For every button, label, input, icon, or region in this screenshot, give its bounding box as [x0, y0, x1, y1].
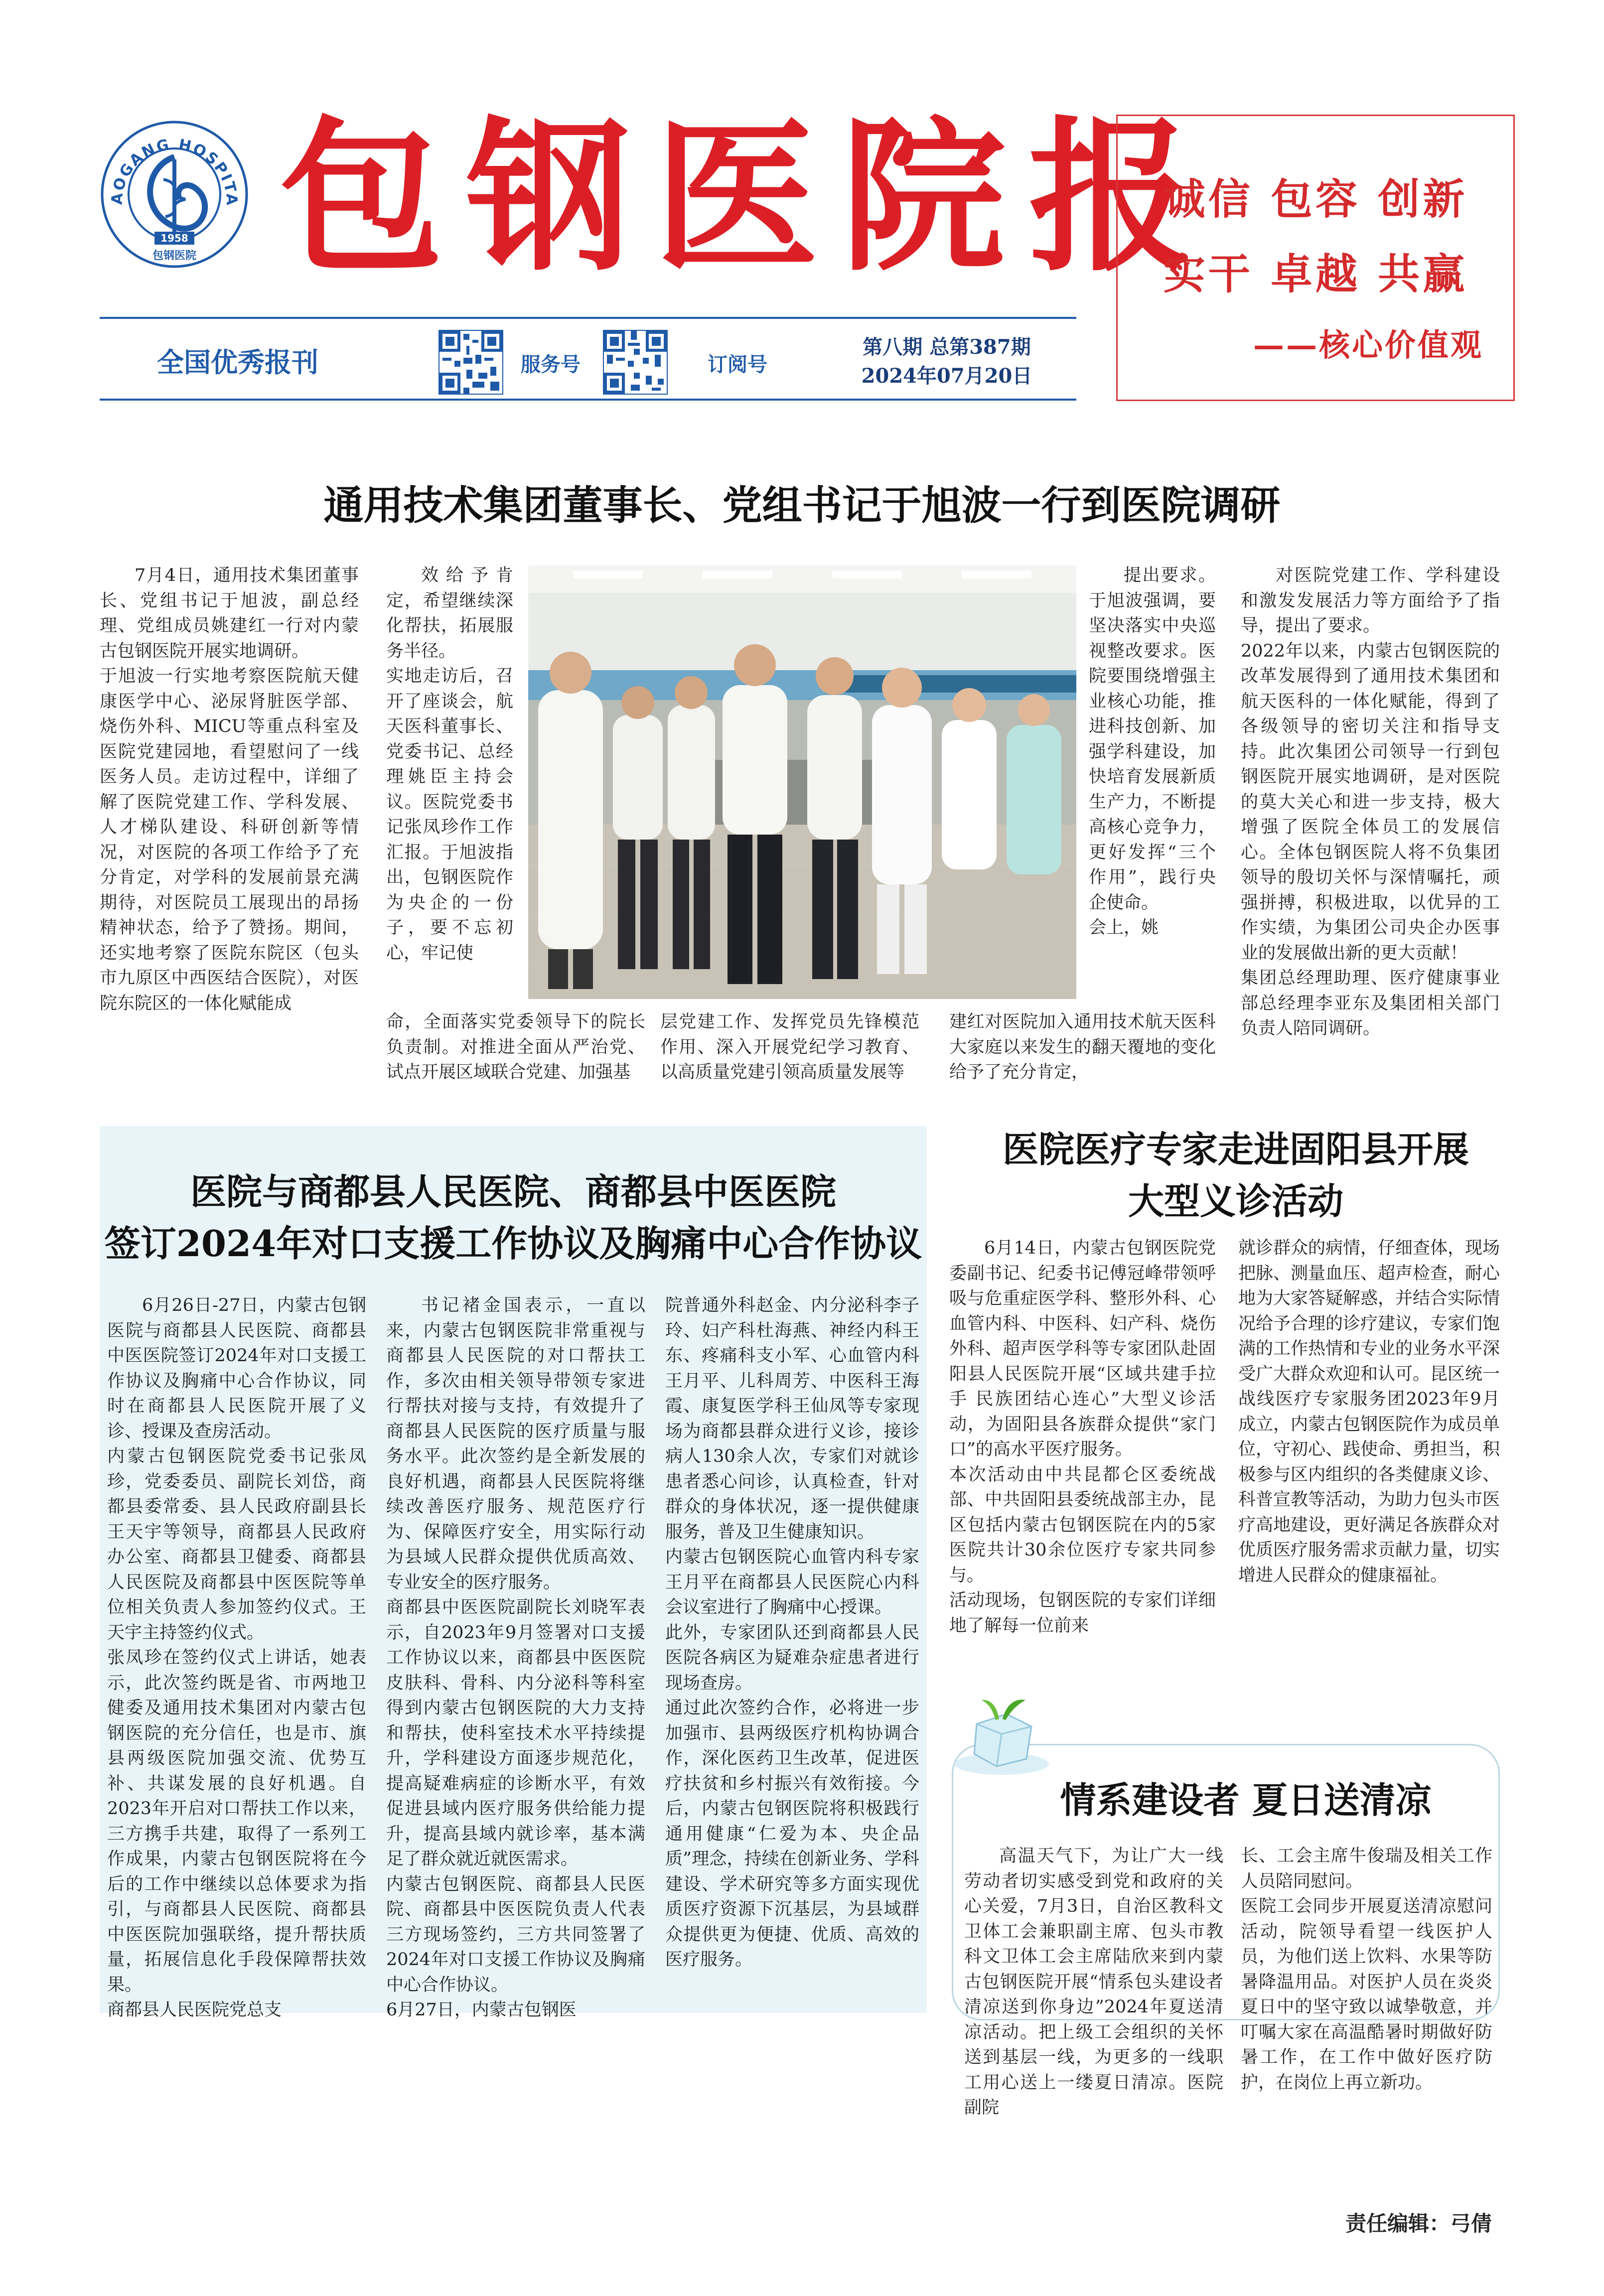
motto-line-2: 实干 卓越 共赢 — [1163, 249, 1468, 298]
editor-credit: 责任编辑：弓倩 — [1345, 2211, 1492, 2236]
qr-subscribe-label: 订阅号 — [708, 353, 767, 376]
article-1-col-4-bottom: 建红对医院加入通用技术航天医科大家庭以来发生的翻天覆地的变化给予了充分肯定， — [949, 1012, 1216, 1082]
issue-date: 2024年07月20日 — [861, 364, 1032, 388]
article-1-col-1: 7月4日，通用技术集团董事长、党组书记于旭波，副总经理、党组成员姚建红一行对内蒙古包钢医院开展实地调研。 于旭波一行实地考察医院航天健康医学中心、泌尿肾脏医学部、烧伤外科、MICU等重点科室及医院党建园地，看望慰问了一线医务人员。走访过程中，详细了解了医院党建工作、学科发展、人才梯队建设、科研创新等情况，对医院的各项工作给予了充分肯定，对学科的发展前景充满期待，对医院员工展现出的昂扬精神状态，给予了赞扬。期间，还实地考察了医院东院区（包头市九原区中西医结合医院），对医院东院区的一体化赋能成 — [100, 566, 359, 1013]
article-1-headline: 通用技术集团董事长、党组书记于旭波一行到医院调研 — [323, 482, 1281, 529]
article-2-headline-line-1: 医院与商都县人民医院、商都县中医医院 — [190, 1170, 836, 1213]
article-4-col-2: 长、工会主席牛俊瑞及相关工作人员陪同慰问。 医院工会同步开展夏送清凉慰问活动，院领导看望一线医护人员，为他们送上饮料、水果等防暑降温用品。对医护人员在炎炎夏日中的坚守致以诚挚敬意，并叮嘱大家在高温酷暑时期做好防暑工作，在工作中做好医疗防护，在岗位上再立新功。 — [1241, 1846, 1492, 2093]
article-4-col-1: 高温天气下，为让广大一线劳动者切实感受到党和政府的关心关爱，7月3日，自治区教科文卫体工会兼职副主席、包头市教科文卫体工会主席陆欣来到内蒙古包钢医院开展“情系包头建设者 清凉送到你身边”2024年夏送清凉活动。把上级工会组织的关怀送到基层一线，为更多的一线职工用心送上一缕夏日清凉。医院副院 — [964, 1846, 1223, 2118]
article-1-col-4: 提出要求。于旭波强调，要坚决落实中央巡视整改要求。医院要围绕增强主业核心功能，推进科技创新、加强学科建设，加快培育发展新质生产力，不断提高核心竞争力，更好发挥“三个作用”，践行央企使命。 会上，姚 — [1089, 566, 1216, 938]
article-2-headline — [100, 1166, 927, 1270]
logo-arc-text: AOGANG HOSPITA — [108, 136, 241, 207]
masthead-rule-bottom — [100, 399, 1076, 401]
award-label: 全国优秀报刊 — [157, 346, 318, 378]
article-1-col-2-bottom: 命，全面落实党委领导下的院长负责制。对推进全面从严治党、试点开展区域联合党建、加强基 — [386, 1012, 645, 1082]
article-3-headline-line-1: 医院医疗专家走进固阳县开展 — [1002, 1128, 1469, 1170]
motto-subtitle: ——核心价值观 — [1253, 327, 1483, 363]
motto-box — [1116, 115, 1515, 401]
qr-code-service[interactable] — [438, 330, 503, 395]
qr-code-subscribe[interactable] — [603, 330, 668, 395]
article-2-col-2: 书记褚金国表示，一直以来，内蒙古包钢医院非常重视与商都县人民医院的对口帮扶工作，多次由相关领导带领专家进行帮扶对接与支持，有效提升了商都县人民医院的医疗质量与服务水平。此次签约是全新发展的良好机遇，商都县人民医院将继续改善医疗服务、规范医疗行为、保障医疗安全，用实际行动为县域人民群众提供优质高效、专业安全的医疗服务。 商都县中医医院副院长刘晓军表示，自2023年9月签署对口支援工作协议以来，商都县中医医院皮肤科、骨科、内分泌科等科室得到内蒙古包钢医院的大力支持和帮扶，使科室技术水平持续提升，学科建设方面逐步规范化，提高疑难病症的诊断水平，有效促进县域内医疗服务供给能力提升，提高县域内就诊率，基本满足了群众就近就医需求。 内蒙古包钢医院、商都县人民医院、商都县中医医院负责人代表三方现场签约，三方共同签署了2024年对口支援工作协议及胸痛中心合作协议。 6月27日，内蒙古包钢医 — [386, 1295, 645, 2020]
qr-service-label: 服务号 — [521, 353, 581, 376]
article-3-col-1: 6月14日，内蒙古包钢医院党委副书记、纪委书记傅冠峰带领呼吸与危重症医学科、整形外科、心血管内科、中医科、妇产科、烧伤外科、超声医学科等专家团队赴固阳县人民医院开展“区域共建手拉手 民族团结心连心”大型义诊活动，为固阳县各族群众提供“家门口”的高水平医疗服务。 本次活动由中共昆都仑区委统战部、中共固阳县委统战部主办，昆区包括内蒙古包钢医院在内的5家医院共计30余位医疗专家共同参与。 活动现场，包钢医院的专家们详细地了解每一位前来 — [949, 1238, 1216, 1636]
article-3-headline — [947, 1124, 1525, 1227]
article-2-col-3: 院普通外科赵金、内分泌科李子玲、妇产科杜海燕、神经内科王东、疼痛科支小军、心血管内科王月平、儿科周芳、中医科王海霞、康复医学科王仙凤等专家现场为商都县群众进行义诊，接诊病人130余人次，专家们对就诊患者悉心问诊，认真检查，针对群众的身体状况，逐一提供健康服务，普及卫生健康知识。 内蒙古包钢医院心血管内科专家王月平在商都县人民医院心内科会议室进行了胸痛中心授课。 此外，专家团队还到商都县人民医院各病区为疑难杂症患者进行现场查房。 通过此次签约合作，必将进一步加强市、县两级医疗机构协调合作，深化医药卫生改革，促进医疗扶贫和乡村振兴有效衔接。今后，内蒙古包钢医院将积极践行通用健康“仁爱为本、央企品质”理念，持续在创新业务、学科建设、学术研究等多方面实现优质医疗资源下沉基层，为县域群众提供更为便捷、优质、高效的医疗服务。 — [665, 1295, 919, 1970]
issue-info — [847, 333, 1046, 391]
hospital-logo — [100, 120, 249, 269]
article-3-headline-line-2: 大型义诊活动 — [1128, 1180, 1343, 1222]
masthead-rule-top — [100, 317, 1076, 319]
logo-year: 1958 — [160, 232, 188, 244]
ice-cube-icon — [947, 1689, 1056, 1784]
issue-number: 第八期 总第387期 — [863, 335, 1031, 359]
motto-line-1: 诚信 包容 创新 — [1163, 174, 1468, 224]
article-1-col-3-bottom: 层党建工作、发挥党员先锋模范作用、深入开展党纪学习教育、以高质量党建引领高质量发展等 — [660, 1012, 919, 1082]
article-3-col-2: 就诊群众的病情，仔细查体，现场把脉、测量血压、超声检查，耐心地为大家答疑解惑，并结合实际情况给予合理的诊疗建议，专家们饱满的工作热情和专业的业务水平深受广大群众欢迎和认可。昆区统一战线医疗专家服务团2023年9月成立，内蒙古包钢医院作为成员单位，守初心、践使命、勇担当，积极参与区内组织的各类健康义诊、科普宣教等活动，为助力包头市医疗高地建设，更好满足各族群众对优质医疗服务需求贡献力量，切实增进人民群众的健康福祉。 — [1238, 1238, 1500, 1585]
svg-text:BAOGANG HOSPITAL — [100, 120, 240, 207]
logo-bottom-text: 包钢医院 — [152, 250, 197, 262]
newspaper-title: 包钢医院报 — [279, 100, 1216, 293]
article-1-col-5: 对医院党建工作、学科建设和激发发展活力等方面给予了指导，提出了要求。 2022年以来，内蒙古包钢医院的改革发展得到了通用技术集团和航天医科的一体化赋能，得到了各级领导的密切关注和指导支持。此次集团公司领导一行到包钢医院开展实地调研，是对医院的莫大关心和进一步支持，极大增强了医院全体员工的发展信心。全体包钢医院人将不负集团领导的殷切关怀与深情嘱托，顽强拼搏，积极进取，以优异的工作实绩，为集团公司央企办医事业的发展做出新的更大贡献！ 集团总经理助理、医疗健康事业部总经理李亚东及集团相关部门负责人陪同调研。 — [1241, 566, 1500, 1038]
article-2-col-1: 6月26日-27日，内蒙古包钢医院与商都县人民医院、商都县中医医院签订2024年对口支援工作协议及胸痛中心合作协议，同时在商都县人民医院开展了义诊、授课及查房活动。 内蒙古包钢医院党委书记张凤珍，党委委员、副院长刘岱，商都县委常委、县人民政府副县长王天宇等领导，商都县人民政府办公室、商都县卫健委、商都县人民医院及商都县中医医院等单位相关负责人参加签约仪式。王天宇主持签约仪式。 张凤珍在签约仪式上讲话，她表示，此次签约既是省、市两地卫健委及通用技术集团对内蒙古包钢医院的充分信任，也是市、旗县两级医院加强交流、优势互补、共谋发展的良好机遇。自2023年开启对口帮扶工作以来，三方携手共建，取得了一系列工作成果，内蒙古包钢医院将在今后的工作中继续以总体要求为指引，与商都县人民医院、商都县中医医院加强联络，提升帮扶质量，拓展信息化手段保障帮扶效果。 商都县人民医院党总支 — [107, 1295, 366, 2020]
article-1-col-2: 效给予肯定，希望继续深化帮扶，拓展服务半径。 实地走访后，召开了座谈会，航天医科董事长、党委书记、总经理姚臣主持会议。医院党委书记张凤珍作工作汇报。于旭波指出，包钢医院作为央企的一份子，要不忘初心，牢记使 — [386, 566, 513, 963]
article-1-photo — [528, 566, 1076, 999]
article-4-headline: 情系建设者 夏日送清凉 — [1060, 1779, 1432, 1821]
article-2-headline-line-2: 签订2024年对口支援工作协议及胸痛中心合作协议 — [104, 1222, 922, 1265]
